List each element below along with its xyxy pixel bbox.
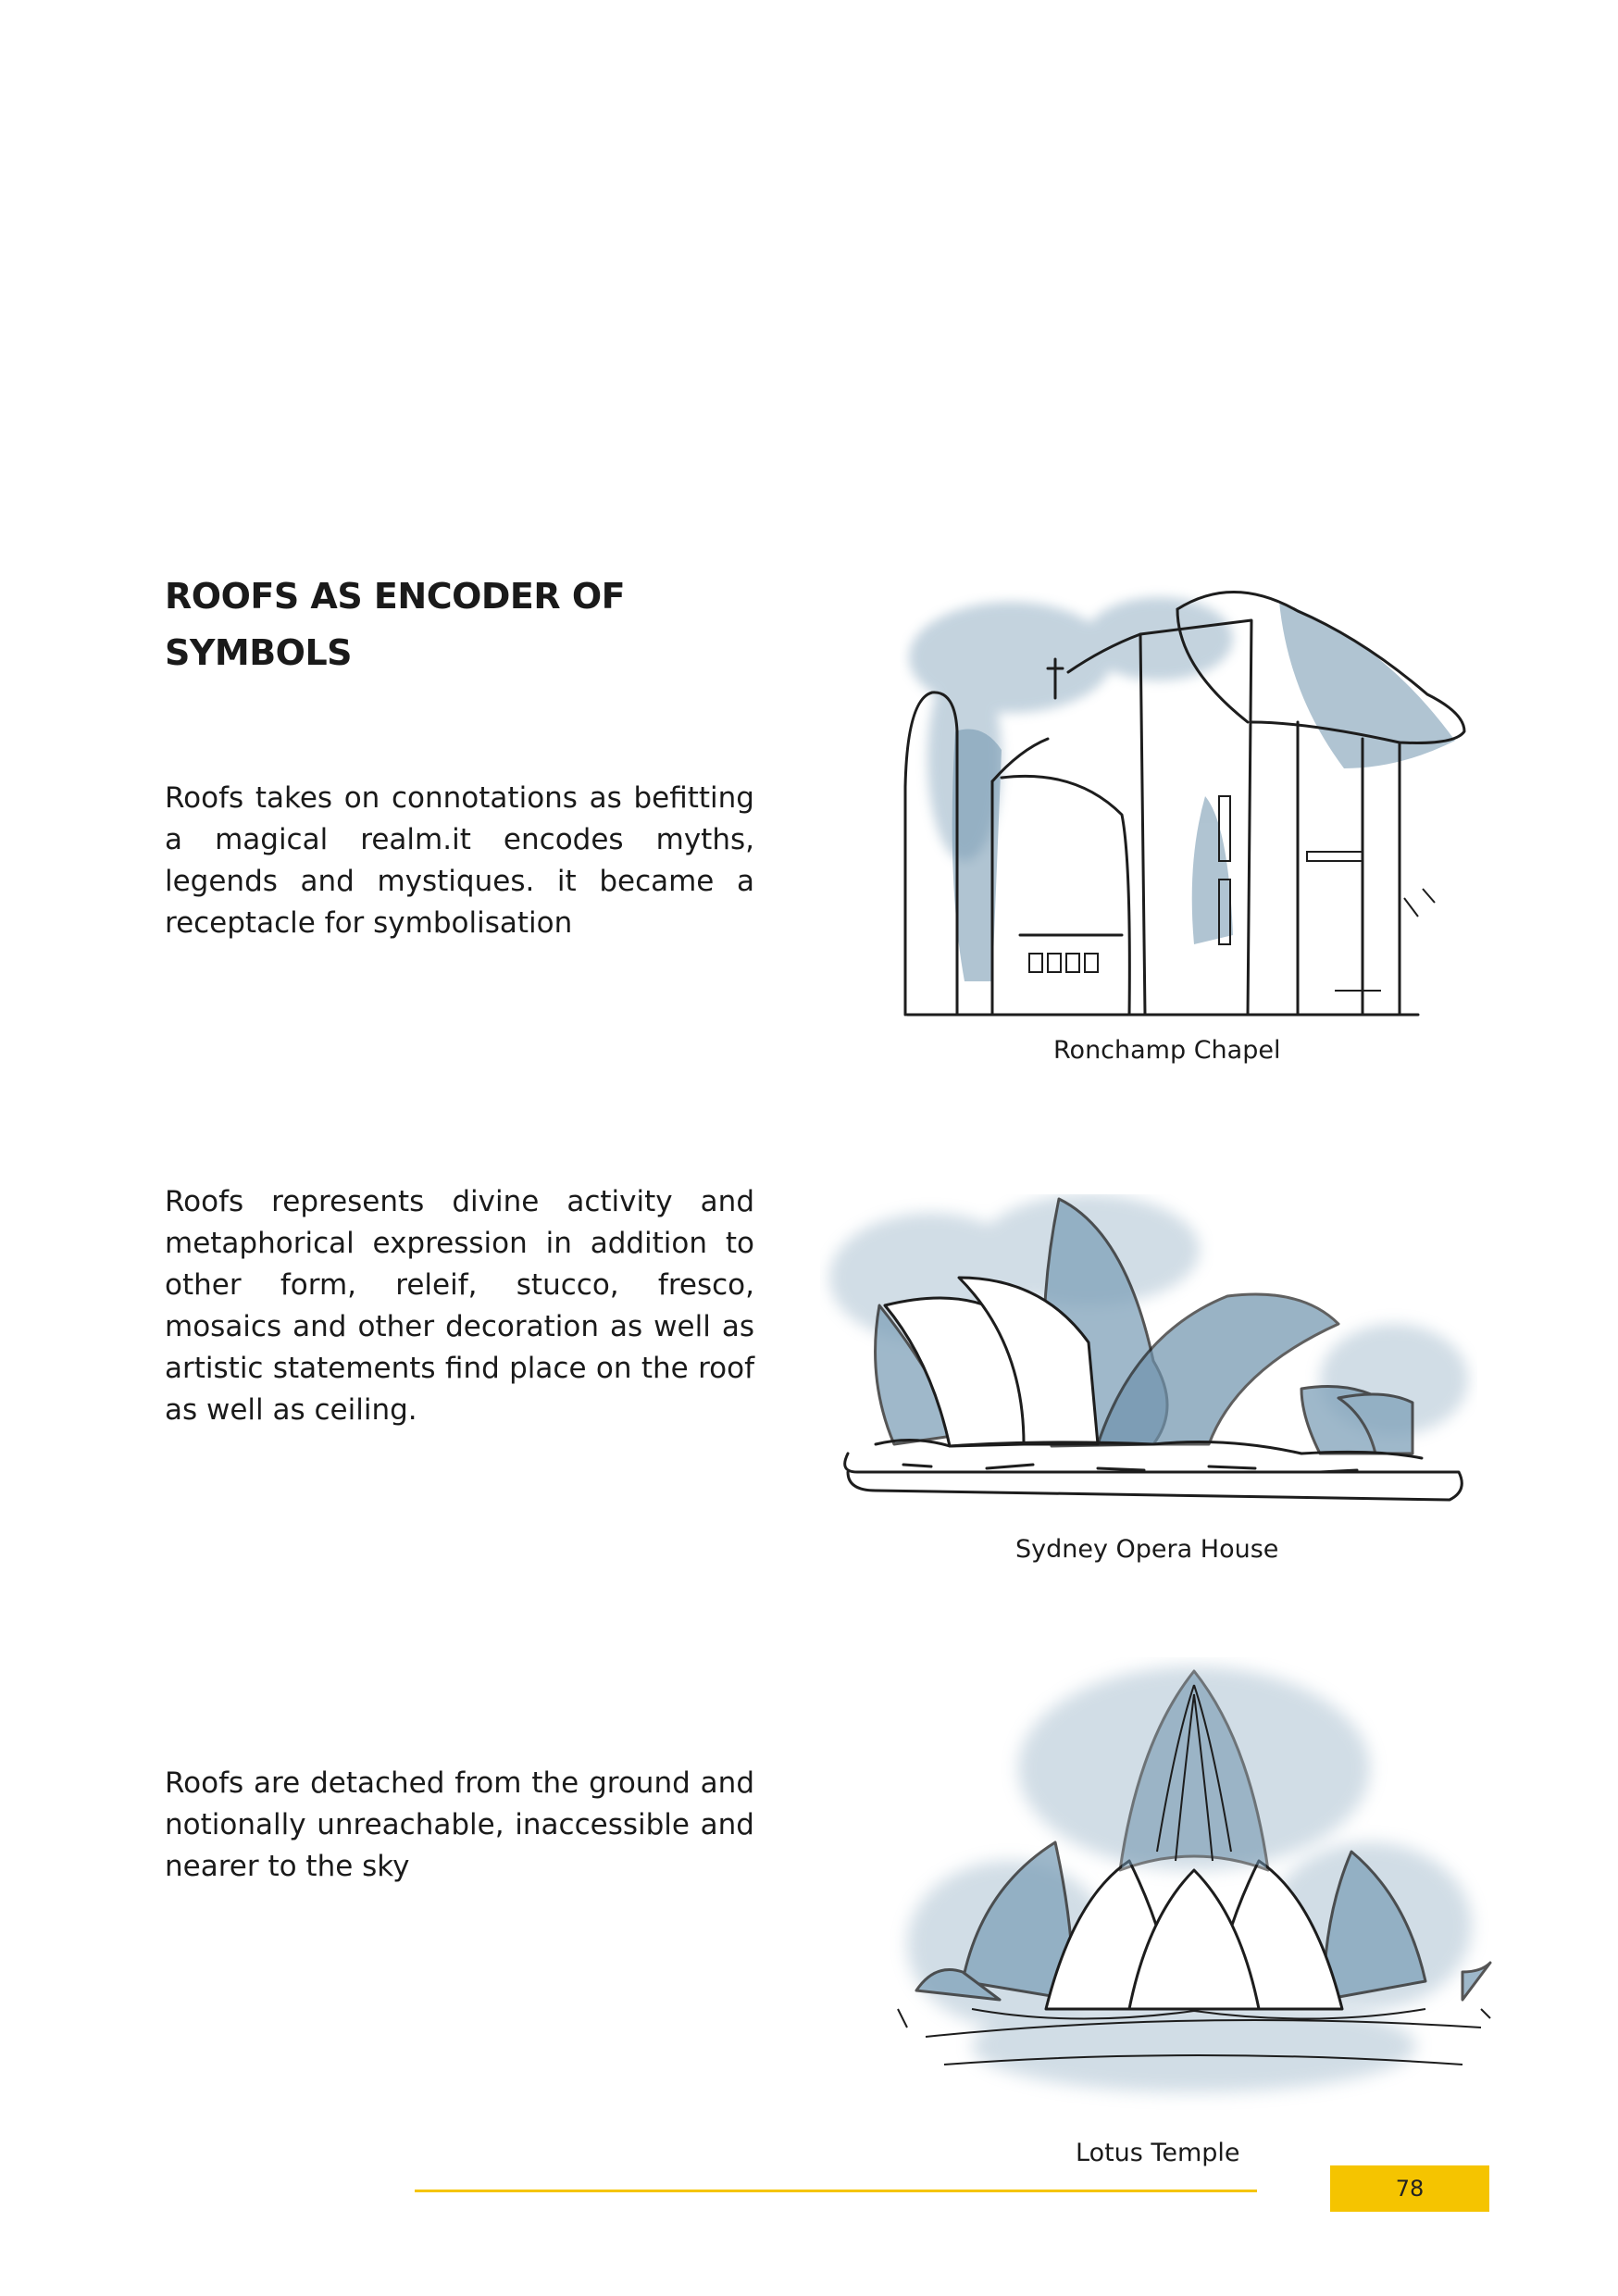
paragraph-symbolisation: Roofs takes on connotations as befitting a magical realm.it encodes myths, legends and mystiques. it became a receptacle for symbolisation bbox=[165, 781, 754, 940]
heading-line-2: SYMBOLS bbox=[165, 632, 353, 673]
footer-rule bbox=[415, 2190, 1257, 2192]
caption-ronchamp-chapel: Ronchamp Chapel bbox=[1053, 1036, 1281, 1065]
heading-line-1: ROOFS AS ENCODER OF bbox=[165, 576, 626, 617]
paragraph-detached: Roofs are detached from the ground and notionally unreachable, inaccessible and nearer to the sky bbox=[165, 1766, 754, 1883]
page-number: 78 bbox=[1395, 2176, 1425, 2202]
caption-sydney-opera-house: Sydney Opera House bbox=[1015, 1535, 1279, 1564]
sydney-opera-house-sketch bbox=[820, 1194, 1477, 1509]
paragraph-divine-activity: Roofs represents divine activity and metaphorical expression in addition to other form, releif, stucco, fresco, mosaics and other decoration as well as artistic statements find place on the roof as well as ceiling. bbox=[165, 1185, 754, 1427]
lotus-temple-sketch bbox=[889, 1657, 1500, 2120]
ronchamp-chapel-sketch bbox=[900, 583, 1483, 1018]
page-number-badge bbox=[1330, 2165, 1489, 2212]
caption-lotus-temple: Lotus Temple bbox=[1076, 2139, 1240, 2167]
page-heading bbox=[165, 568, 683, 681]
